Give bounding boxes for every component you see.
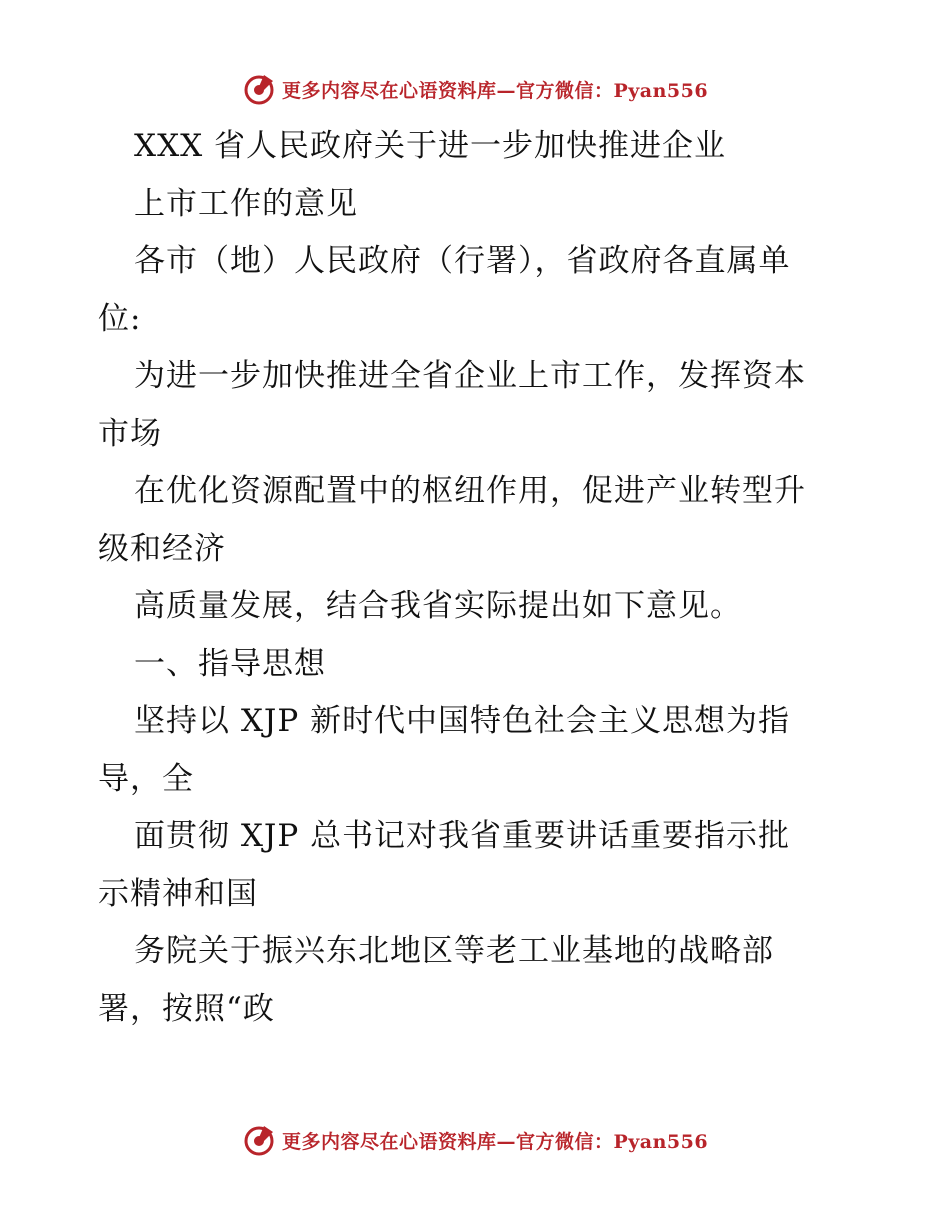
paragraph-line: 面贯彻 XJP 总书记对我省重要讲话重要指示批: [134, 818, 791, 854]
quill-logo-icon: [242, 72, 276, 106]
paragraph-line: XXX 省人民政府关于进一步加快推进企业: [134, 128, 727, 164]
paragraph-line: 在优化资源配置中的枢纽作用，促进产业转型升: [134, 473, 806, 509]
paragraph-line: 高质量发展，结合我省实际提出如下意见。: [134, 588, 742, 624]
paragraph-line: 上市工作的意见: [134, 185, 358, 222]
footer-banner-text: 更多内容尽在心语资料库—官方微信：Pyan556: [281, 1130, 709, 1153]
paragraph-line: 署，按照“政: [98, 990, 275, 1027]
header-banner-text: 更多内容尽在心语资料库—官方微信：Pyan556: [281, 79, 709, 102]
header-banner: [0, 72, 950, 106]
paragraph-line: 为进一步加快推进全省企业上市工作，发挥资本: [134, 358, 806, 394]
paragraph-line: 各市（地）人民政府（行署），省政府各直属单: [134, 243, 791, 279]
paragraph-line: 位:: [98, 300, 142, 337]
paragraph-line: 一、指导思想: [134, 645, 326, 682]
paragraph-line: 坚持以 XJP 新时代中国特色社会主义思想为指: [134, 703, 791, 739]
paragraph-line: 务院关于振兴东北地区等老工业基地的战略部: [134, 933, 774, 969]
paragraph-line: 导，全: [98, 760, 194, 797]
quill-logo-icon: [242, 1123, 276, 1157]
document-body: [98, 118, 858, 1038]
footer-banner: [0, 1123, 950, 1157]
paragraph-line: 市场: [98, 415, 162, 452]
paragraph-line: 示精神和国: [98, 875, 258, 912]
paragraph-line: 级和经济: [98, 530, 226, 567]
